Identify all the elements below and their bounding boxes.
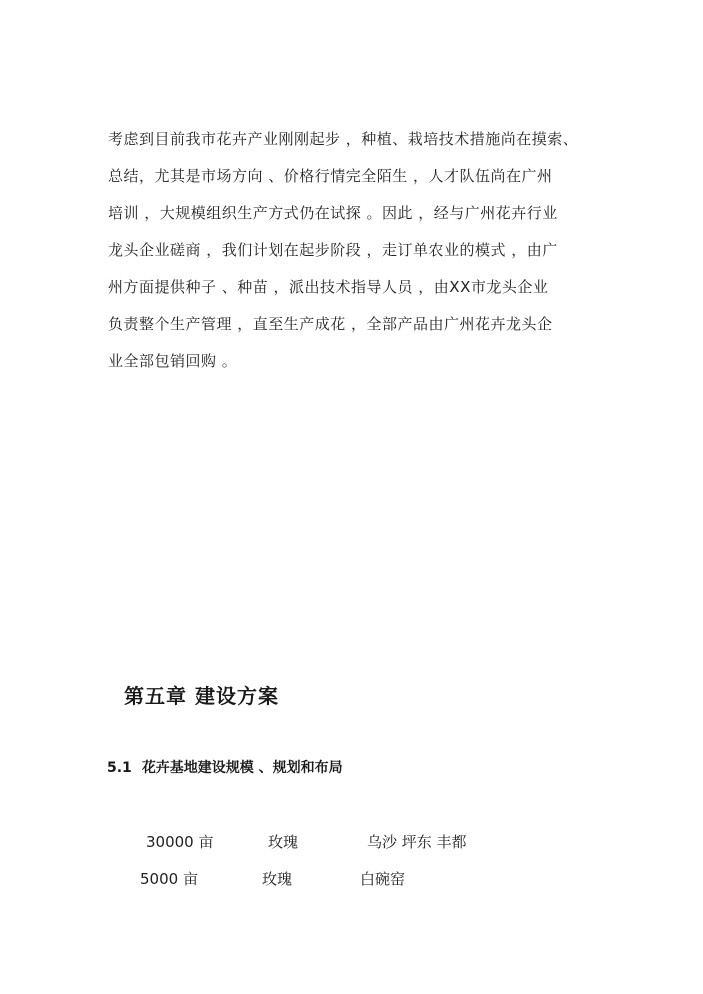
- paragraph-line: 总结，尤其是市场方向 、价格行情完全陌生 ，人才队伍尚在广州: [108, 167, 553, 185]
- section-title: 花卉基地建设规模 、规划和布局: [141, 760, 343, 776]
- paragraph-line: 州方面提供种子 、种苗 ，派出技术指导人员 ，由XX市龙头企业: [108, 278, 549, 296]
- plan-area: 5000 亩: [140, 870, 198, 888]
- plan-location: 乌沙 坪东 丰都: [367, 833, 467, 851]
- paragraph-line: 考虑到目前我市花卉产业刚刚起步 ，种植、栽培技术措施尚在摸索、: [108, 130, 579, 148]
- plan-crop: 玫瑰: [262, 870, 293, 888]
- section-number: 5.1: [107, 760, 132, 776]
- paragraph-line: 负责整个生产管理 ，直至生产成花 ，全部产品由广州花卉龙头企: [108, 315, 553, 333]
- plan-area: 30000 亩: [146, 833, 214, 851]
- section-heading: [107, 757, 343, 777]
- paragraph-line: 培训 ，大规模组织生产方式仍在试探 。因此 ，经与广州花卉行业: [108, 204, 558, 222]
- plan-crop: 玫瑰: [268, 833, 299, 851]
- plan-location: 白碗窑: [360, 870, 406, 888]
- paragraph-line: 龙头企业磋商 ，我们计划在起步阶段 ，走订单农业的模式 ，由广: [108, 241, 558, 259]
- paragraph-line: 业全部包销回购 。: [108, 352, 238, 370]
- chapter-title: 第五章 建设方案: [124, 684, 279, 708]
